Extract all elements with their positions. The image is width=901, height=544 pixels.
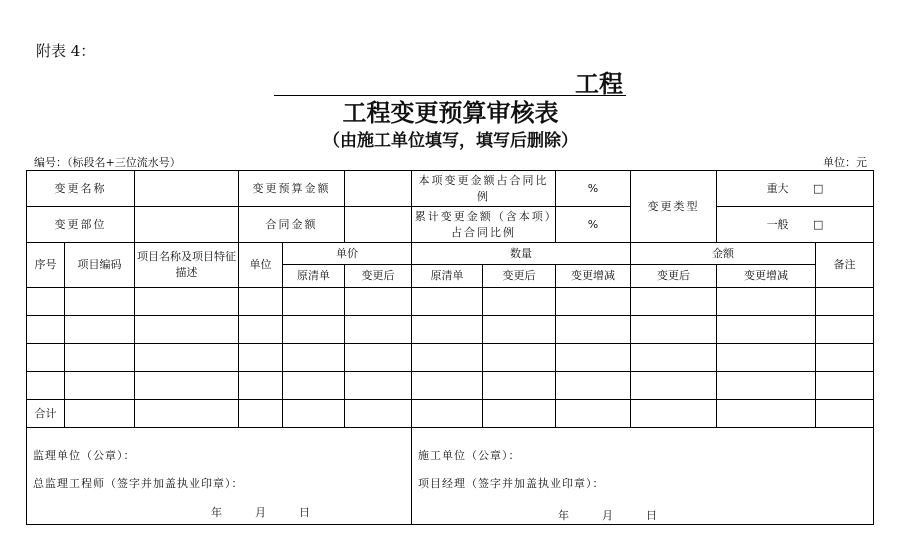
month-label: 月 — [602, 509, 613, 522]
supervisor-signature-cell[interactable] — [27, 428, 412, 525]
col-remarks: 备注 — [816, 243, 874, 288]
col-unit: 单位 — [239, 243, 283, 288]
year-label: 年 — [211, 506, 222, 519]
summary-row-1 — [27, 171, 874, 207]
total-row[interactable] — [27, 400, 874, 428]
table-row[interactable] — [27, 316, 874, 344]
project-suffix: 工程 — [575, 69, 623, 98]
day-label: 日 — [299, 506, 310, 519]
this-change-ratio-label: 本项变更金额占合同比例 — [412, 171, 556, 207]
col-amount: 金额 — [631, 243, 816, 265]
serial-number-label: 编号：（标段名+三位流水号） — [34, 156, 181, 169]
day-label: 日 — [646, 509, 657, 522]
table-row[interactable] — [27, 344, 874, 372]
major-checkbox[interactable]: □ — [813, 181, 824, 195]
month-label: 月 — [255, 506, 266, 519]
year-label: 年 — [558, 509, 569, 522]
general-label: 一般 — [766, 217, 789, 231]
col-quantity: 数量 — [412, 243, 631, 265]
contract-amount-label: 合同金额 — [239, 207, 345, 243]
major-option[interactable] — [717, 171, 874, 207]
general-checkbox[interactable]: □ — [813, 217, 824, 231]
attachment-label: 附表 4： — [36, 42, 96, 60]
col-qty-original: 原清单 — [412, 265, 483, 288]
col-unit-price: 单价 — [283, 243, 412, 265]
col-price-original: 原清单 — [283, 265, 345, 288]
this-change-ratio-value[interactable]: % — [556, 171, 631, 207]
header-row-1 — [27, 243, 874, 265]
supervisor-date — [211, 505, 310, 521]
currency-unit-label: 单位：元 — [823, 156, 867, 169]
chief-engineer-label: 总监理工程师（签字并加盖执业印章）： — [33, 477, 244, 490]
col-item-code: 项目编码 — [65, 243, 135, 288]
col-amount-after: 变更后 — [631, 265, 717, 288]
change-location-label: 变更部位 — [27, 207, 135, 243]
col-item-name: 项目名称及项目特征描述 — [135, 243, 239, 288]
cumulative-ratio-value[interactable]: % — [556, 207, 631, 243]
change-location-value[interactable] — [135, 207, 239, 243]
change-budget-amount-value[interactable] — [345, 171, 412, 207]
signature-row — [27, 428, 874, 525]
col-qty-delta: 变更增减 — [556, 265, 631, 288]
total-label: 合计 — [27, 400, 65, 428]
change-name-value[interactable] — [135, 171, 239, 207]
contract-amount-value[interactable] — [345, 207, 412, 243]
construction-unit-label: 施工单位（公章）： — [418, 449, 521, 462]
cumulative-ratio-label: 累计变更金额（含本项）占合同比例 — [412, 207, 556, 243]
col-amount-delta: 变更增减 — [717, 265, 816, 288]
budget-review-table — [26, 170, 874, 525]
form-title: 工程变更预算审核表 — [342, 98, 559, 127]
general-option[interactable] — [717, 207, 874, 243]
col-price-after: 变更后 — [345, 265, 412, 288]
major-label: 重大 — [766, 181, 789, 195]
col-qty-after: 变更后 — [483, 265, 556, 288]
change-budget-amount-label: 变更预算金额 — [239, 171, 345, 207]
summary-row-2 — [27, 207, 874, 243]
contractor-date — [558, 508, 657, 524]
project-manager-label: 项目经理（签字并加盖执业印章）： — [418, 477, 605, 490]
contractor-signature-cell[interactable] — [412, 428, 874, 525]
change-name-label: 变更名称 — [27, 171, 135, 207]
table-row[interactable] — [27, 372, 874, 400]
supervisor-unit-label: 监理单位（公章）： — [33, 449, 136, 462]
table-row[interactable] — [27, 288, 874, 316]
col-seq: 序号 — [27, 243, 65, 288]
change-type-label: 变更类型 — [631, 171, 717, 243]
form-subtitle: （由施工单位填写，填写后删除） — [323, 131, 578, 151]
